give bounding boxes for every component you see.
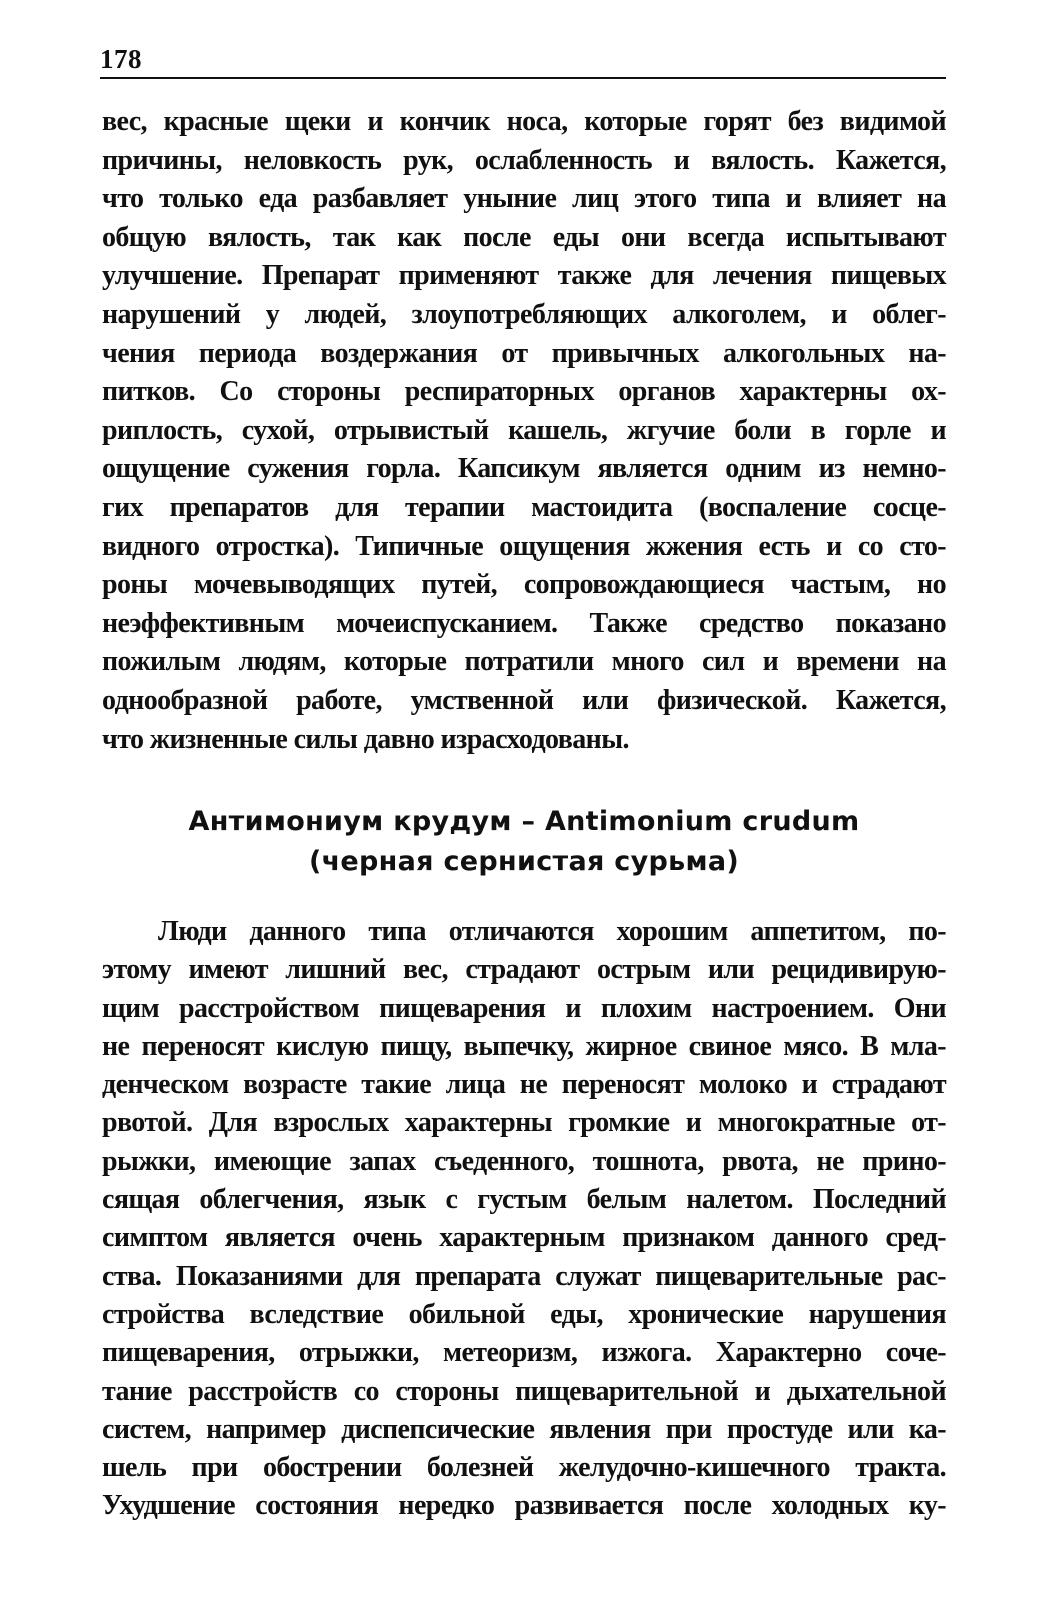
text-line: щим расстройством пищеварения и плохим настроением. Они [102,992,946,1024]
text-line: Ухудшение состояния нередко развивается после холодных ку- [102,1490,946,1522]
heading-title: Антимониум крудум – Antimonium crudum [188,806,860,837]
text-line: чения периода воздержания от привычных алкогольных на- [102,337,946,369]
text-line: пищеварения, отрыжки, метеоризм, изжога. Характерно соче- [102,1337,946,1369]
text-line: риплость, сухой, отрывистый кашель, жгучие боли в горле и [102,414,946,446]
text-line: ства. Показаниями для препарата служат пищеварительные рас- [102,1260,946,1292]
text-line: роны мочевыводящих путей, сопровождающиеся частым, но [102,569,946,601]
text-line: нарушений у людей, злоупотребляющих алкоголем, и облег- [102,298,946,330]
text-line: неэффективным мочеиспусканием. Также средство показано [102,607,946,639]
text-line: ощущение сужения горла. Капсикум является одним из немно- [102,453,946,485]
text-line: рыжки, имеющие запах съеденного, тошнота, рвота, не прино- [102,1145,946,1177]
text-line: гих препаратов для терапии мастоидита (воспаление сосце- [102,491,946,523]
text-line: видного отростка). Типичные ощущения жжения есть и со сто- [102,530,946,562]
text-line: стройства вследствие обильной еды, хронические нарушения [102,1298,946,1330]
text-line: сящая облегчения, язык с густым белым налетом. Последний [102,1184,946,1216]
text-line: систем, например диспепсические явления при простуде или ка- [102,1413,946,1445]
text-line: шель при обострении болезней желудочно-кишечного тракта. [102,1452,946,1484]
text-line: улучшение. Препарат применяют также для лечения пищевых [102,260,946,292]
text-line: симптом является очень характерным признаком данного сред- [102,1222,946,1254]
text-line: не переносят кислую пищу, выпечку, жирное свиное мясо. В мла- [102,1030,946,1062]
text-line: питков. Со стороны респираторных органов характерны ох- [102,376,946,408]
text-line: причины, неловкость рук, ослабленность и вялость. Кажется, [102,144,946,176]
header-rule [100,77,946,79]
text-line: этому имеют лишний вес, страдают острым или рецидивирую- [102,954,946,986]
paragraph-antimonium-crudum [102,913,946,1526]
section-heading [102,802,946,882]
text-line: Люди данного типа отличаются хорошим аппетитом, по- [158,916,946,947]
text-line: что жизненные силы давно израсходованы. [102,723,629,755]
page-header [100,40,946,80]
text-line: пожилым людям, которые потратили много сил и времени на [102,646,946,678]
page-number: 178 [100,44,142,74]
text-line: однообразной работе, умственной или физической. Кажется, [102,684,946,716]
text-line: вес, красные щеки и кончик носа, которые горят без видимой [102,106,946,137]
paragraph-capsicum-continued [102,103,946,759]
text-line: что только еда разбавляет уныние лиц этого типа и влияет на [102,183,946,215]
heading-subtitle: (черная сернистая сурьма) [308,846,740,877]
text-line: рвотой. Для взрослых характерны громкие и многократные от- [102,1107,946,1139]
text-line: денческом возрасте такие лица не переносят молоко и страдают [102,1069,946,1101]
text-line: тание расстройств со стороны пищеварительной и дыхательной [102,1375,946,1407]
text-line: общую вялость, так как после еды они всегда испытывают [102,221,946,253]
